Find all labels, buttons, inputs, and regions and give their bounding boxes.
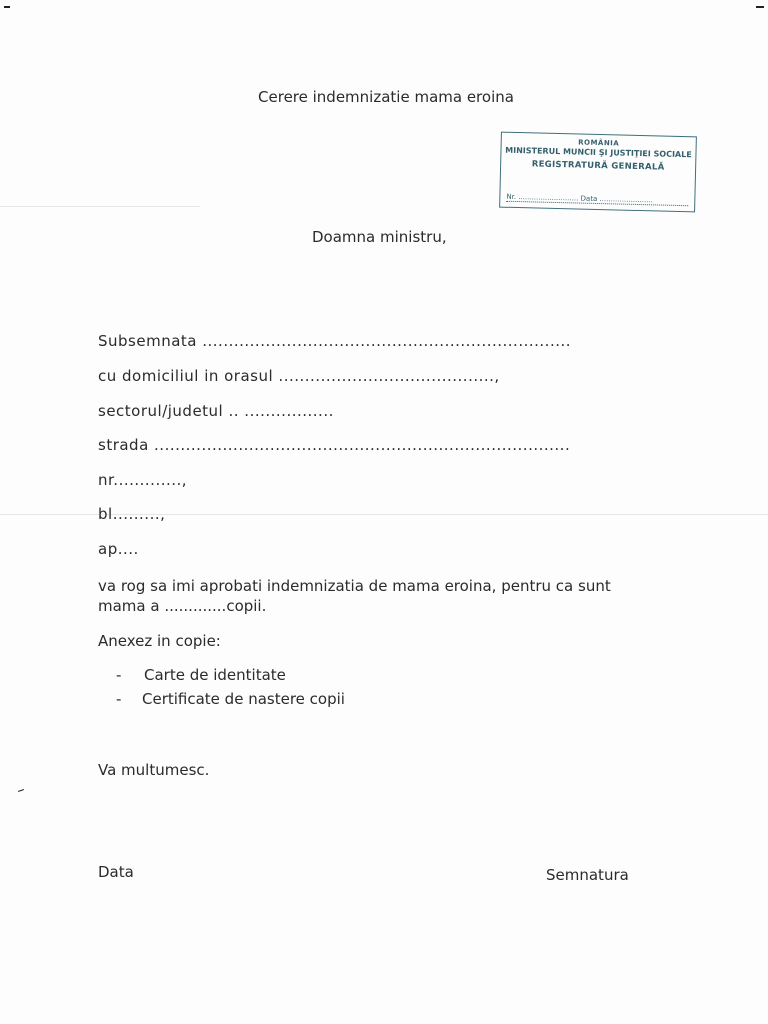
salutation: Doamna ministru, [312, 228, 447, 246]
field-subsemnata: Subsemnata ...................................................................... [98, 332, 572, 350]
field-nr: nr............., [98, 471, 188, 489]
request-paragraph: va rog sa imi aprobati indemnizatia de mama eroina, pentru ca sunt mama a .............copii. [98, 577, 611, 615]
field-strada: strada ............................................................................... [98, 436, 571, 454]
bullet-dash: - [116, 690, 122, 708]
field-domiciliu: cu domiciliul in orasul ........................................., [98, 367, 500, 385]
stamp-number-date: Nr. ........................... Data ........................ [506, 193, 688, 206]
annex-item-label: Carte de identitate [144, 666, 286, 684]
field-ap: ap.... [98, 540, 139, 558]
annex-heading: Anexez in copie: [98, 632, 221, 650]
document-title: Cerere indemnizatie mama eroina [258, 88, 514, 106]
stamp-ministry: MINISTERUL MUNCII ŞI JUSTIŢIEI SOCIALE [505, 145, 692, 160]
scan-corner-mark-right [756, 6, 764, 8]
annex-item [116, 666, 286, 684]
bullet-dash: - [116, 666, 122, 684]
stamp-registry: REGISTRATURĂ GENERALĂ [531, 159, 665, 173]
field-sector: sectorul/judetul .. ................. [98, 402, 334, 420]
date-label: Data [98, 863, 134, 881]
scan-artifact-line [0, 206, 200, 207]
stamp-country: ROMÂNIA [578, 138, 620, 148]
thanks-text: Va multumesc. [98, 761, 210, 779]
annex-item-label: Certificate de nastere copii [142, 690, 345, 708]
scan-corner-mark-left [4, 6, 10, 8]
registry-stamp [499, 132, 697, 213]
scan-edge-mark [18, 789, 24, 792]
signature-label: Semnatura [546, 866, 629, 884]
annex-item [116, 690, 345, 708]
field-bl: bl........., [98, 505, 166, 523]
